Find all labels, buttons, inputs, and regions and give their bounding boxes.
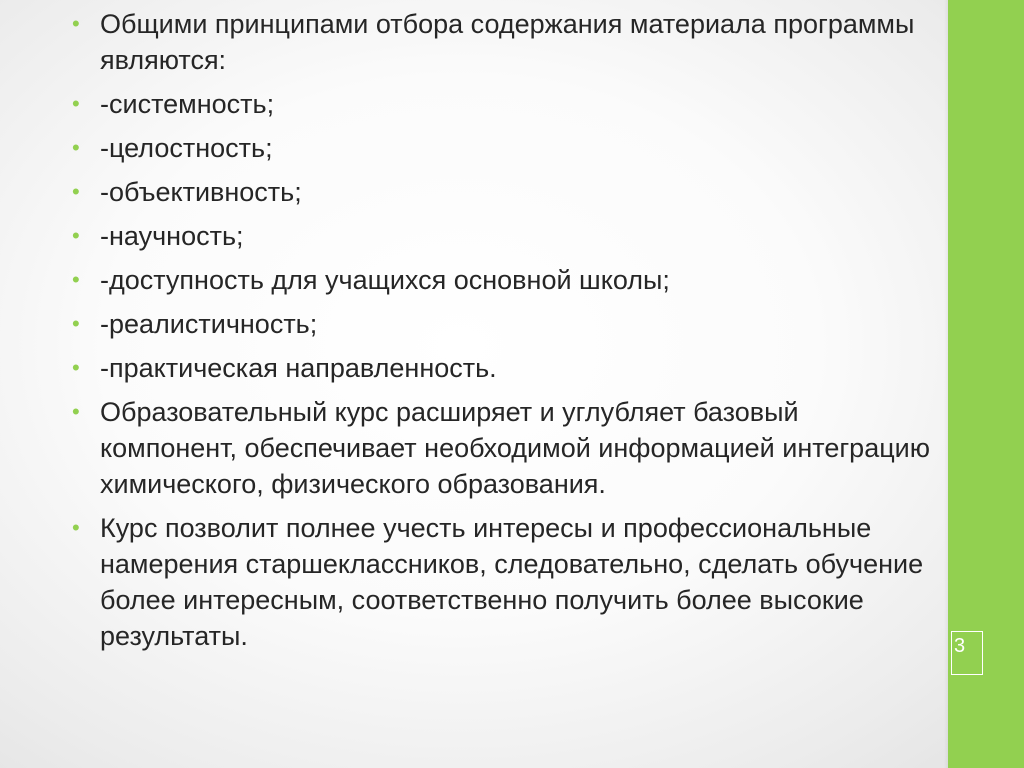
bullet-text: -целостность; [100, 133, 273, 163]
accent-sidebar [948, 0, 1024, 768]
bullet-dot-icon: • [72, 179, 80, 204]
bullet-item-course-interests [72, 510, 932, 654]
bullet-text: -научность; [100, 221, 244, 251]
bullet-dot-icon: • [72, 267, 80, 292]
bullet-item-practical [72, 350, 932, 386]
bullet-item-integrity [72, 130, 932, 166]
slide-number: 3 [954, 635, 966, 657]
bullet-dot-icon: • [72, 135, 80, 160]
bullet-text: -реалистичность; [100, 309, 318, 339]
bullet-text: Образовательный курс расширяет и углубляет базовый компонент, обеспечивает необходимой информацией интеграцию химического, физического образования. [100, 397, 931, 499]
bullet-dot-icon: • [72, 399, 80, 424]
bullet-text: Общими принципами отбора содержания материала программы являются: [100, 9, 915, 75]
slide-content [72, 6, 932, 662]
bullet-dot-icon: • [72, 11, 80, 36]
bullet-item-scientific [72, 218, 932, 254]
bullet-item-accessibility [72, 262, 932, 298]
bullet-text: -системность; [100, 89, 275, 119]
bullet-text: -объективность; [100, 177, 302, 207]
bullet-item-realism [72, 306, 932, 342]
bullet-text: Курс позволит полнее учесть интересы и профессиональные намерения старшеклассников, следовательно, сделать обучение более интересным, соответственно получить более высокие результаты. [100, 513, 924, 651]
bullet-text: -практическая направленность. [100, 353, 497, 383]
bullet-dot-icon: • [72, 515, 80, 540]
bullet-text: -доступность для учащихся основной школы; [100, 265, 670, 295]
bullet-item-course-expands [72, 394, 932, 502]
bullet-item-objectivity [72, 174, 932, 210]
slide-number-box [951, 631, 983, 675]
bullet-item-systemic [72, 86, 932, 122]
bullet-list [72, 6, 932, 654]
sidebar-shadow [944, 0, 948, 768]
bullet-item-principles-intro [72, 6, 932, 78]
bullet-dot-icon: • [72, 311, 80, 336]
bullet-dot-icon: • [72, 91, 80, 116]
bullet-dot-icon: • [72, 223, 80, 248]
bullet-dot-icon: • [72, 355, 80, 380]
